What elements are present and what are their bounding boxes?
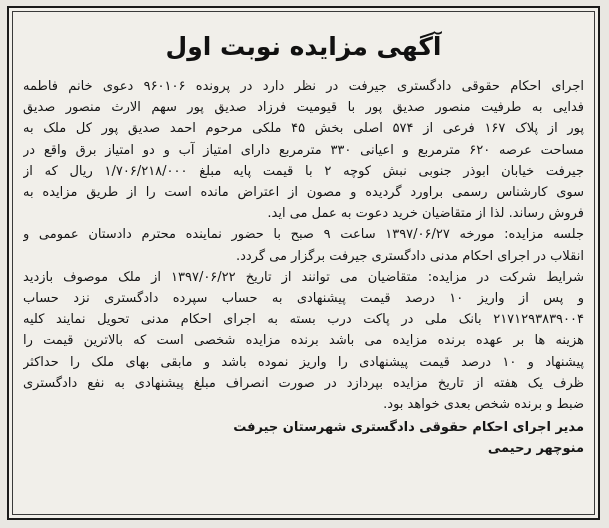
text-line: انقلاب در اجرای احکام مدنی دادگستری جیرفت برگزار می گردد. xyxy=(235,248,584,264)
text-line: پور از پلاک ۱۶۷ فرعی از ۵۷۴ اصلی بخش ۴۵ ملکی مرحوم احمد صدیق پور کل ملک به xyxy=(23,121,584,137)
text-line: ضبط و برنده شخص بعدی خواهد بود. xyxy=(383,397,584,413)
notice-paragraph-3 xyxy=(23,267,584,415)
text-line: جیرفت خیابان ابوذر جنوبی نبش کوچه ۲ با قیمت پایه مبلغ ۱/۷۰۶/۲۱۸/۰۰۰ ریال که از xyxy=(23,163,584,179)
text-line: هزینه ها بر عهده برنده مزایده می باشد برنده مزایده شخصی است که بالاترین قیمت را xyxy=(23,333,584,349)
text-line: پیشنهاد و ۱۰ درصد قیمت پیشنهادی را واریز نموده باشد و مابقی بهای ملک را حداکثر xyxy=(23,354,584,370)
text-line: و پس از واریز ۱۰ درصد قیمت پیشنهادی به حساب سپرده دادگستری نزد حساب xyxy=(23,291,584,307)
text-line: ظرف یک هفته از تاریخ مزایده بپردازد در صورت انصراف مبلغ پیشنهادی به نفع دادگستری xyxy=(23,375,584,391)
notice-frame xyxy=(7,6,600,520)
text-line: فروش رساند. لذا از متقاضیان خرید دعوت به عمل می اید. xyxy=(267,206,584,222)
text-line: سوی کارشناس رسمی براورد گردیده و مصون از اعتراض مانده است را از طریق مزایده به xyxy=(23,185,584,201)
text-line: ۲۱۷۱۲۹۳۸۳۹۰۰۴ بانک ملی در پاکت درب بسته به اجرای احکام مدنی تحویل نمایند کلیه xyxy=(23,312,584,328)
text-line: اجرای احکام حقوقی دادگستری جیرفت در نظر دارد در پرونده ۹۶۰۱۰۶ دعوی خانم فاطمه xyxy=(23,79,584,94)
notice-paragraph-2 xyxy=(23,224,584,266)
signature-name: منوچهر رحیمی xyxy=(487,441,584,457)
text-line: جلسه مزایده: مورخه ۱۳۹۷/۰۶/۲۷ ساعت ۹ صبح با حضور نماینده محترم دادستان عمومی و xyxy=(23,227,584,243)
text-line: شرایط شرکت در مزایده: متقاضیان می توانند از تاریخ ۱۳۹۷/۰۶/۲۲ از ملک موصوف بازدید xyxy=(23,269,584,285)
text-line: فدایی به طرفیت منصور صدیق پور با قیومیت فرزاد صدیق پور سهم الارث منصور صدیق xyxy=(23,100,584,116)
notice-title: آگهی مزایده نوبت اول xyxy=(165,32,442,61)
signature-title: مدیر اجرای احکام حقوقی دادگستری شهرستان جیرفت xyxy=(233,420,584,436)
text-line: مساحت عرصه ۶۲۰ مترمربع و اعیانی ۳۳۰ مترمربع دارای امتیاز آب و دو امتیاز برق واقع در xyxy=(23,142,584,158)
notice-paragraph-1 xyxy=(23,76,584,224)
notice-body xyxy=(23,76,584,460)
